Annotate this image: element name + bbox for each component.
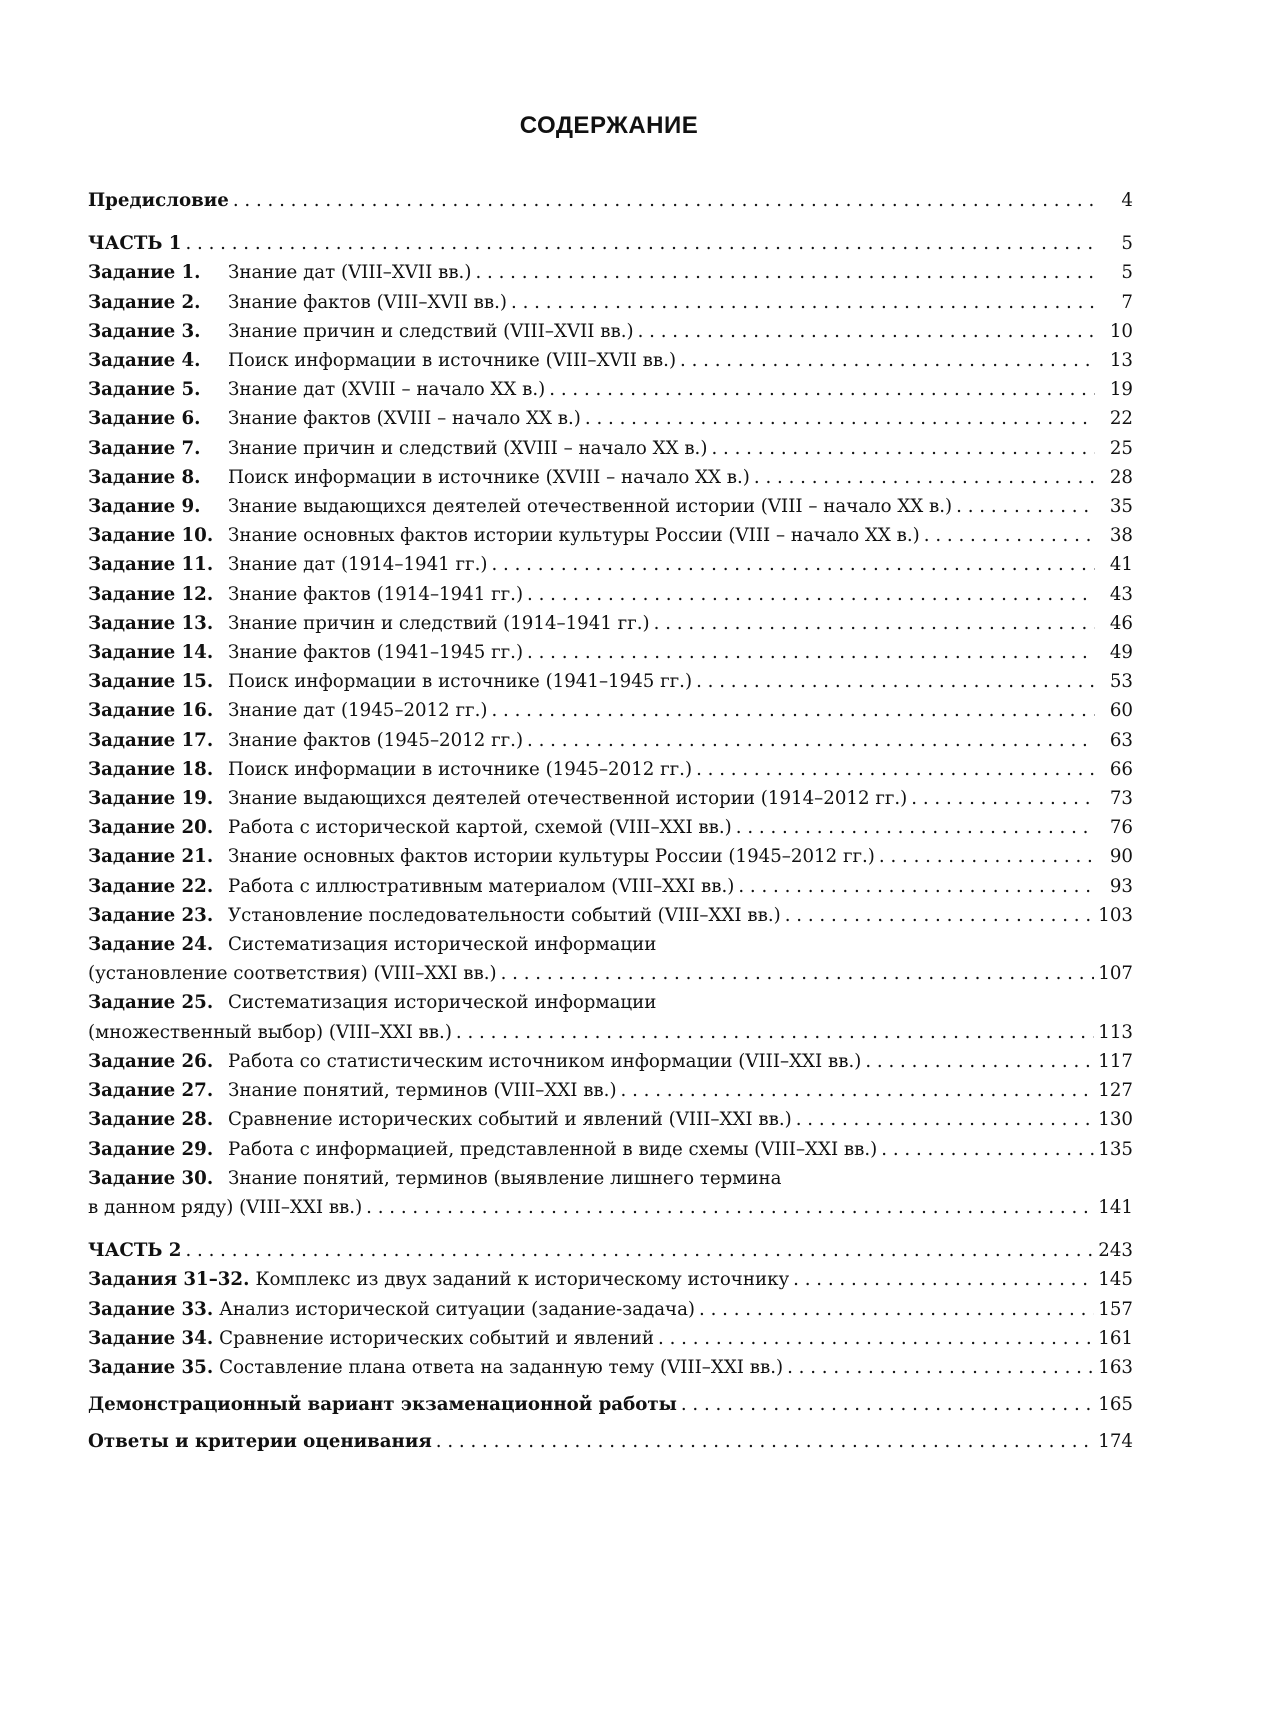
dot-leader [233,186,1095,215]
toc-entry-task[interactable] [88,434,1133,463]
dot-leader [621,1076,1095,1105]
task-title: Поиск информации в источнике (XVIII – начало XX в.) [228,466,750,488]
toc-entry-task[interactable] [88,901,1133,930]
toc-entry-part1[interactable] [88,229,1133,258]
task-title: Сравнение исторических событий и явлений [219,1327,655,1349]
page-number: 127 [1098,1080,1133,1102]
page-number: 107 [1098,963,1133,985]
dot-leader [511,288,1095,317]
toc-entry-task[interactable] [88,258,1133,287]
page-number: 161 [1098,1327,1133,1349]
toc-entry-task[interactable] [88,1324,1133,1353]
page-number: 41 [1109,554,1133,576]
task-title: Работа с информацией, представленной в виде схемы (VIII–XXI вв.) [228,1138,878,1160]
task-title: Знание дат (1914–1941 гг.) [228,554,488,576]
dot-leader [491,696,1095,725]
task-title: Установление последовательности событий (VIII–XXI вв.) [228,904,781,926]
task-title: Поиск информации в источнике (1941–1945 гг.) [228,671,693,693]
toc-entry-task[interactable] [88,842,1133,871]
dot-leader [654,609,1095,638]
dot-leader [681,1390,1094,1419]
dot-leader [527,726,1095,755]
toc-entry-task[interactable] [88,872,1133,901]
page-number: 103 [1098,904,1133,926]
dot-leader [680,346,1095,375]
dot-leader [754,463,1095,492]
dot-leader [475,258,1095,287]
page-number: 5 [1121,233,1133,255]
toc-entry-task[interactable] [88,813,1133,842]
task-title: Знание причин и следствий (1914–1941 гг.) [228,612,650,634]
dot-leader [436,1427,1094,1456]
toc-entry-task[interactable] [88,1353,1133,1382]
toc-entry-task[interactable] [88,580,1133,609]
dot-leader [796,1105,1095,1134]
task-number: Задание 17. [88,729,214,751]
page-number: 141 [1098,1196,1133,1218]
dot-leader [911,784,1095,813]
toc-entry-task[interactable] [88,317,1133,346]
dot-leader [638,317,1095,346]
page-number: 7 [1121,291,1133,313]
task-number: Задание 23. [88,904,214,926]
toc-entry-task[interactable] [88,550,1133,579]
page-number: 22 [1109,408,1133,430]
task-title-line2: в данном ряду) (VIII–XXI вв.) [88,1196,363,1218]
task-title-line1: Систематизация исторической информации [228,992,657,1014]
toc-entry-task[interactable] [88,638,1133,667]
page-number: 5 [1121,262,1133,284]
task-title-line1: Систематизация исторической информации [228,934,657,956]
toc-entry-task[interactable] [88,521,1133,550]
toc-entry-task[interactable] [88,1295,1133,1324]
task-title: Знание дат (XVIII – начало XX в.) [228,379,546,401]
task-title: Знание понятий, терминов (VIII–XXI вв.) [228,1080,617,1102]
page-number: 157 [1098,1298,1133,1320]
dot-leader [865,1047,1094,1076]
table-of-contents [88,186,1133,1457]
task-number: Задание 16. [88,700,214,722]
page-number: 145 [1098,1269,1133,1291]
page-number: 49 [1109,642,1133,664]
dot-leader [787,1353,1094,1382]
dot-leader [366,1193,1094,1222]
task-number: Задание 33. [88,1298,214,1320]
page-number: 35 [1109,496,1133,518]
dot-leader [696,755,1095,784]
task-number: Задание 11. [88,554,214,576]
task-title-line2: (множественный выбор) (VIII–XXI вв.) [88,1021,452,1043]
task-number: Задание 30. [88,1167,214,1189]
dot-leader [785,901,1095,930]
task-title: Поиск информации в источнике (1945–2012 гг.) [228,758,693,780]
task-title: Поиск информации в источнике (VIII–XVII вв.) [228,350,677,372]
toc-entry-answers[interactable] [88,1427,1133,1456]
task-number: Задание 34. [88,1327,214,1349]
page-number: 66 [1109,758,1133,780]
task-title: Знание фактов (VIII–XVII вв.) [228,291,508,313]
task-title: Работа с иллюстративным материалом (VIII–XXI вв.) [228,875,735,897]
task-number: Задание 27. [88,1080,214,1102]
dot-leader [658,1324,1094,1353]
dot-leader [585,404,1095,433]
task-number: Задание 25. [88,992,214,1014]
task-title: Знание причин и следствий (VIII–XVII вв.) [228,320,634,342]
page-number: 76 [1109,817,1133,839]
toc-entry-task[interactable] [88,1265,1133,1294]
page-number: 19 [1109,379,1133,401]
task-title: Знание основных фактов истории культуры России (VIII – начало XX в.) [228,525,920,547]
page-number: 163 [1098,1356,1133,1378]
task-title: Знание выдающихся деятелей отечественной истории (VIII – начало XX в.) [228,496,953,518]
task-number: Задание 35. [88,1356,214,1378]
dot-leader [738,872,1095,901]
task-title: Анализ исторической ситуации (задание-задача) [219,1298,696,1320]
task-title: Работа с исторической картой, схемой (VIII–XXI вв.) [228,817,732,839]
page-number: 53 [1109,671,1133,693]
toc-entry-task[interactable] [88,667,1133,696]
toc-entry-task[interactable] [88,463,1133,492]
toc-entry-task25[interactable] [88,988,1133,1046]
page-number: 13 [1109,350,1133,372]
page-number: 38 [1109,525,1133,547]
toc-entry-task[interactable] [88,1047,1133,1076]
task-title: Знание дат (VIII–XVII вв.) [228,262,472,284]
toc-entry-task[interactable] [88,726,1133,755]
task-title: Знание фактов (XVIII – начало XX в.) [228,408,581,430]
page-number: 60 [1109,700,1133,722]
task-title: Знание причин и следствий (XVIII – начало XX в.) [228,437,708,459]
entry-label: Демонстрационный вариант экзаменационной работы [88,1394,677,1416]
entry-label: ЧАСТЬ 2 [88,1240,182,1262]
page-number: 93 [1109,875,1133,897]
dot-leader [956,492,1095,521]
task-number: Задание 22. [88,875,214,897]
task-title-line1: Знание понятий, терминов (выявление лишнего термина [228,1167,782,1189]
task-number: Задание 9. [88,496,201,518]
page-number: 4 [1121,190,1133,211]
toc-entry-part2[interactable] [88,1236,1133,1265]
task-number: Задание 5. [88,379,201,401]
task-number: Задание 12. [88,583,214,605]
toc-entry-task[interactable] [88,1076,1133,1105]
part2-task-list [88,1265,1133,1382]
page-number: 10 [1109,320,1133,342]
task-number: Задание 2. [88,291,201,313]
entry-label: Предисловие [88,190,229,211]
part1-task-list [88,258,1133,930]
task-title-line2: (установление соответствия) (VIII–XXI вв.) [88,963,497,985]
page-number: 117 [1098,1050,1133,1072]
dot-leader [491,550,1095,579]
dot-leader [527,638,1095,667]
task-number: Задание 24. [88,934,214,956]
dot-leader [924,521,1095,550]
page-number: 90 [1109,846,1133,868]
dot-leader [711,434,1095,463]
page-number: 113 [1098,1021,1133,1043]
page-number: 130 [1098,1109,1133,1131]
task-number: Задание 21. [88,846,214,868]
task-number: Задание 20. [88,817,214,839]
toc-entry-task[interactable] [88,696,1133,725]
page-number: 165 [1098,1394,1133,1416]
task-number: Задание 19. [88,788,214,810]
page-number: 73 [1109,788,1133,810]
toc-entry-task[interactable] [88,755,1133,784]
page-number: 25 [1109,437,1133,459]
toc-entry-task24[interactable] [88,930,1133,988]
toc-entry-task[interactable] [88,288,1133,317]
task-number: Задание 29. [88,1138,214,1160]
task-title: Комплекс из двух заданий к историческому источнику [255,1269,790,1291]
toc-entry-task[interactable] [88,609,1133,638]
dot-leader [879,842,1095,871]
task-number: Задание 3. [88,320,201,342]
task-title: Знание фактов (1914–1941 гг.) [228,583,524,605]
dot-leader [881,1135,1094,1164]
task-title: Знание фактов (1941–1945 гг.) [228,642,524,664]
task-number: Задание 10. [88,525,214,547]
task-number: Задание 4. [88,350,201,372]
task-number: Задание 6. [88,408,201,430]
task-number: Задание 13. [88,612,214,634]
toc-entry-task[interactable] [88,1135,1133,1164]
task-number: Задание 18. [88,758,214,780]
dot-leader [185,229,1095,258]
dot-leader [185,1236,1094,1265]
toc-entry-demo[interactable] [88,1390,1133,1419]
task-title: Составление плана ответа на заданную тему (VIII–XXI вв.) [219,1356,784,1378]
dot-leader [527,580,1095,609]
toc-entry-task[interactable] [88,346,1133,375]
task-number: Задание 14. [88,642,214,664]
task-title: Сравнение исторических событий и явлений (VIII–XXI вв.) [228,1109,792,1131]
task-title: Знание основных фактов истории культуры России (1945–2012 гг.) [228,846,875,868]
toc-entry-task[interactable] [88,784,1133,813]
dot-leader [736,813,1095,842]
page-number: 63 [1109,729,1133,751]
task-title: Работа со статистическим источником информации (VIII–XXI вв.) [228,1050,862,1072]
entry-label: Ответы и критерии оценивания [88,1431,432,1453]
dot-leader [793,1265,1094,1294]
page-number: 46 [1109,612,1133,634]
toc-entry-task[interactable] [88,492,1133,521]
toc-entry-task[interactable] [88,375,1133,404]
toc-entry-task30[interactable] [88,1164,1133,1222]
page-number: 243 [1098,1240,1133,1262]
part1-task-list-b [88,1047,1133,1164]
dot-leader [456,1018,1094,1047]
task-number: Задание 28. [88,1109,214,1131]
page-number: 135 [1098,1138,1133,1160]
page-title: СОДЕРЖАНИЕ [519,112,699,139]
dot-leader [501,959,1095,988]
task-number: Задание 1. [88,262,201,284]
entry-label: ЧАСТЬ 1 [88,233,182,255]
task-title: Знание фактов (1945–2012 гг.) [228,729,524,751]
task-number: Задание 8. [88,466,201,488]
dot-leader [696,667,1095,696]
page-number: 43 [1109,583,1133,605]
toc-entry-task[interactable] [88,1105,1133,1134]
task-number: Задание 15. [88,671,214,693]
page-number: 28 [1109,466,1133,488]
toc-entry-preface[interactable] [88,186,1133,215]
task-title: Знание дат (1945–2012 гг.) [228,700,488,722]
toc-entry-task[interactable] [88,404,1133,433]
page-number: 174 [1098,1431,1133,1453]
task-number: Задание 7. [88,437,201,459]
task-title: Знание выдающихся деятелей отечественной истории (1914–2012 гг.) [228,788,908,810]
task-number: Задания 31–32. [88,1269,250,1291]
dot-leader [699,1295,1094,1324]
task-number: Задание 26. [88,1050,214,1072]
dot-leader [549,375,1095,404]
